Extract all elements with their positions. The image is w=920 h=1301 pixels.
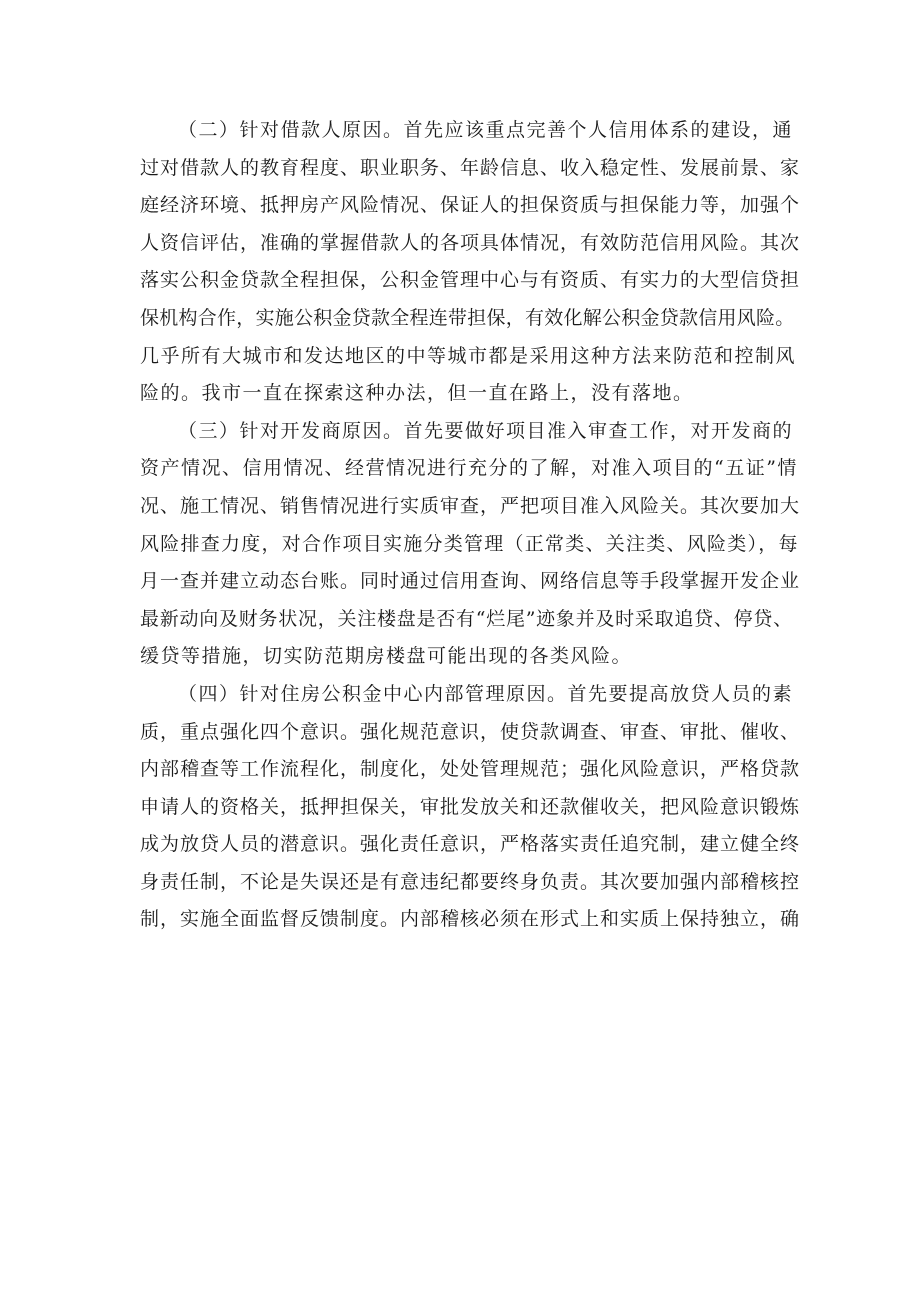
text-line: 险的。我市一直在探索这种办法，但一直在路上，没有落地。 (140, 382, 694, 405)
paragraph-developer (140, 413, 800, 676)
document-body (140, 112, 800, 939)
text-line: 人资信评估，准确的掌握借款人的各项具体情况，有效防范信用风险。其次 (140, 231, 800, 254)
text-line: 况、施工情况、销售情况进行实质审查，严把项目准入风险关。其次要加大 (140, 494, 800, 517)
text-line: 最新动向及财务状况，关注楼盘是否有“烂尾”迹象并及时采取追贷、停贷、 (140, 607, 793, 630)
text-line: （三）针对开发商原因。首先要做好项目准入审查工作，对开发商的 (178, 419, 794, 442)
text-line: 资产情况、信用情况、经营情况进行充分的了解，对准入项目的“五证”情 (140, 457, 798, 480)
paragraph-internal-management (140, 676, 800, 939)
text-line: 质，重点强化四个意识。强化规范意识，使贷款调查、审查、审批、催收、 (140, 720, 800, 743)
text-line: 申请人的资格关，抵押担保关，审批发放关和还款催收关，把风险意识锻炼 (140, 795, 800, 818)
text-line: 几乎所有大城市和发达地区的中等城市都是采用这种方法来防范和控制风 (140, 344, 797, 367)
text-line: （四）针对住房公积金中心内部管理原因。首先要提高放贷人员的素 (178, 682, 794, 705)
paragraph-borrower (140, 112, 800, 413)
text-line: 制，实施全面监督反馈制度。内部稽核必须在形式上和实质上保持独立，确 (140, 908, 800, 931)
text-line: 内部稽查等工作流程化，制度化，处处管理规范；强化风险意识，严格贷款 (140, 758, 800, 781)
text-line: （二）针对借款人原因。首先应该重点完善个人信用体系的建设，通 (178, 119, 794, 141)
text-line: 缓贷等措施，切实防范期房楼盘可能出现的各类风险。 (140, 645, 633, 668)
text-line: 月一查并建立动态台账。同时通过信用查询、网络信息等手段掌握开发企业 (140, 570, 800, 593)
text-line: 过对借款人的教育程度、职业职务、年龄信息、收入稳定性、发展前景、家 (140, 156, 800, 179)
text-line: 保机构合作，实施公积金贷款全程连带担保，有效化解公积金贷款信用风险。 (140, 306, 795, 329)
text-line: 庭经济环境、抵押房产风险情况、保证人的担保资质与担保能力等，加强个 (140, 194, 800, 217)
text-line: 落实公积金贷款全程担保，公积金管理中心与有资质、有实力的大型信贷担 (140, 269, 800, 292)
text-line: 身责任制，不论是失误还是有意违纪都要终身负责。其次要加强内部稽核控 (140, 870, 800, 893)
text-line: 风险排查力度，对合作项目实施分类管理（正常类、关注类、风险类），每 (140, 532, 799, 555)
text-line: 成为放贷人员的潜意识。强化责任意识，严格落实责任追究制，建立健全终 (140, 833, 800, 856)
